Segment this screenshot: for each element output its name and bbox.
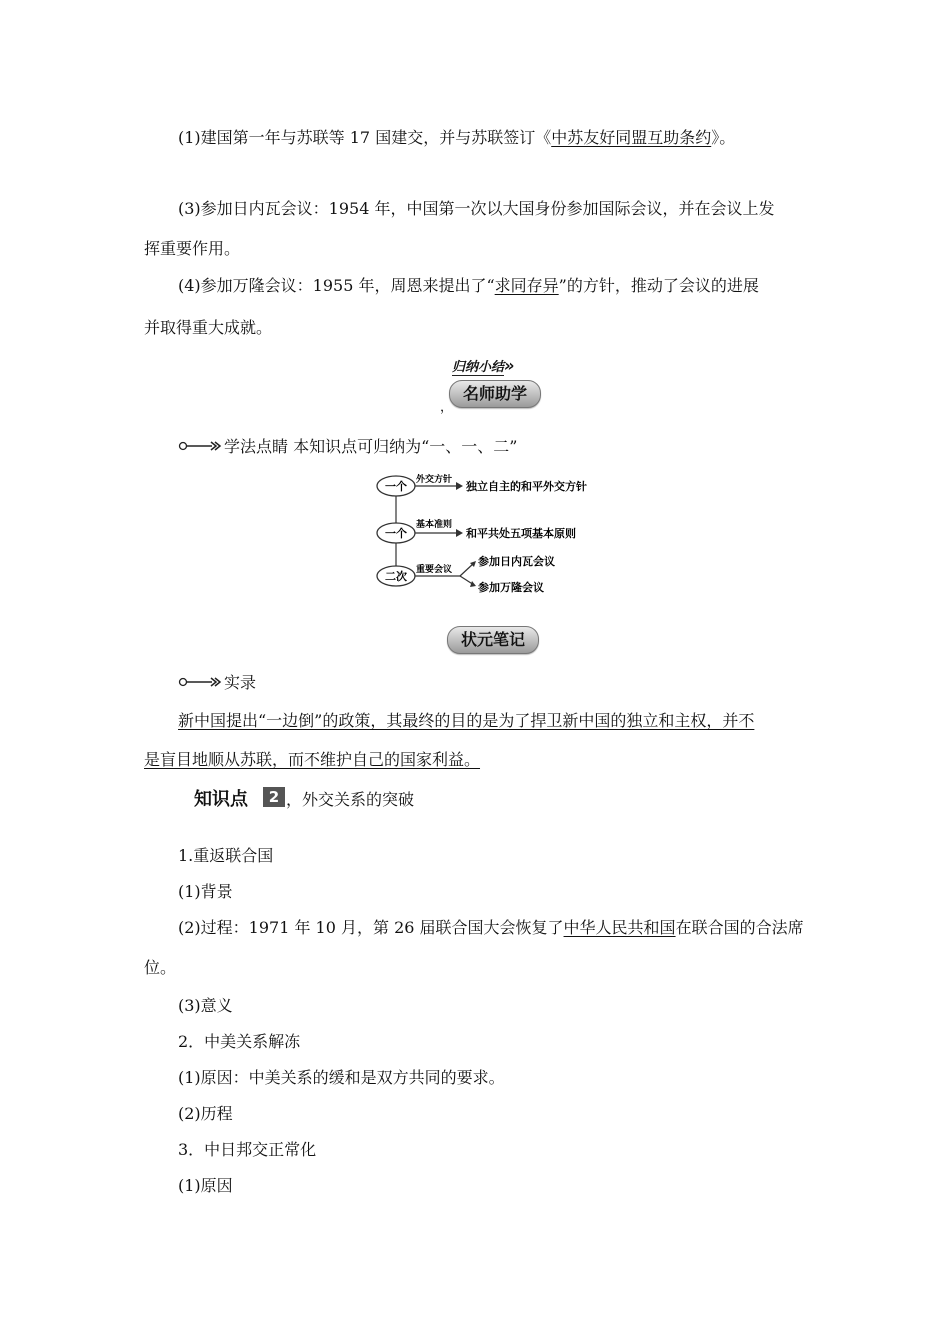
item-us-process: (2)历程 (178, 1104, 233, 1123)
teacher-help-badge: 名师助学 (449, 380, 541, 408)
diagram-target-1: 独立自主的和平外交方针 (466, 480, 587, 493)
paragraph-3-line1: (3)参加日内瓦会议：1954 年，中国第一次以大国身份参加国际会议，并在会议上发 (178, 199, 775, 218)
bullet-arrow-icon (178, 676, 222, 688)
diagram-target-3b: 参加万隆会议 (478, 581, 544, 594)
diagram-branch-1 (377, 473, 587, 496)
method-text: 学法点睛 本知识点可归纳为“一、一、二” (224, 437, 518, 456)
item-process-line2: 位。 (144, 958, 177, 977)
double-arrow-icon: » (504, 356, 515, 375)
item-background: (1)背景 (178, 882, 233, 901)
notes-line1: 新中国提出“一边倒”的政策，其最终的目的是为了捍卫新中国的独立和主权，并不 (178, 711, 755, 730)
knowledge-point-number: 2 (263, 787, 285, 807)
paragraph-3-line2: 挥重要作用。 (144, 239, 241, 258)
paragraph-4-end: ”的方针，推动了会议的进展 (558, 276, 759, 295)
summary-diagram (370, 466, 620, 600)
item-process (178, 918, 804, 938)
paragraph-4-text: (4)参加万隆会议：1955 年，周恩来提出了“ (178, 276, 495, 295)
prc-name: 中华人民共和国 (563, 918, 676, 937)
summary-header (452, 356, 514, 375)
diagram-node-3-label: 二次 (385, 570, 407, 583)
diagram-target-2: 和平共处五项基本原则 (466, 527, 576, 540)
diagram-edge-3-label: 重要会议 (416, 565, 453, 575)
diagram-branch-2 (377, 518, 576, 543)
item-significance: (3)意义 (178, 996, 233, 1015)
diagram-target-3a: 参加日内瓦会议 (478, 555, 555, 568)
summary-header-text: 归纳小结 (452, 360, 505, 375)
paragraph-4-line2: 并取得重大成就。 (144, 318, 273, 337)
policy-term: 求同存异 (494, 276, 559, 295)
bullet-arrow-icon (178, 440, 222, 452)
item-process-end: 在联合国的合法席 (675, 918, 804, 937)
heading-rejoin-un: 1.重返联合国 (178, 846, 274, 865)
treaty-name: 中苏友好同盟互助条约 (551, 128, 712, 147)
diagram-node-2-label: 一个 (385, 527, 407, 540)
notes-label: 实录 (224, 673, 257, 692)
paragraph-1-text: (1)建国第一年与苏联等 17 国建交，并与苏联签订《 (178, 128, 552, 147)
diagram-edge-1-label: 外交方针 (416, 475, 453, 485)
heading-sino-us: 2．中美关系解冻 (178, 1032, 301, 1051)
item-process-text: (2)过程：1971 年 10 月，第 26 届联合国大会恢复了 (178, 918, 564, 937)
knowledge-point-title: ，外交关系的突破 (286, 790, 415, 809)
item-japan-reason: (1)原因 (178, 1176, 233, 1195)
paragraph-1 (178, 128, 735, 148)
paragraph-4 (178, 276, 759, 296)
knowledge-point-label: 知识点 (194, 789, 248, 810)
diagram-node-1-label: 一个 (385, 480, 407, 493)
notes-line2: 是盲目地顺从苏联，而不维护自己的国家利益。 (144, 750, 481, 769)
diagram-edge-2-label: 基本准则 (416, 520, 453, 530)
heading-sino-japan: 3．中日邦交正常化 (178, 1140, 317, 1159)
paragraph-1-end: 》。 (711, 128, 736, 147)
stray-mark: ， (440, 400, 454, 415)
top-scholar-notes-badge: 状元笔记 (447, 626, 539, 654)
item-us-reason: (1)原因：中美关系的缓和是双方共同的要求。 (178, 1068, 505, 1087)
diagram-branch-3 (377, 554, 555, 594)
